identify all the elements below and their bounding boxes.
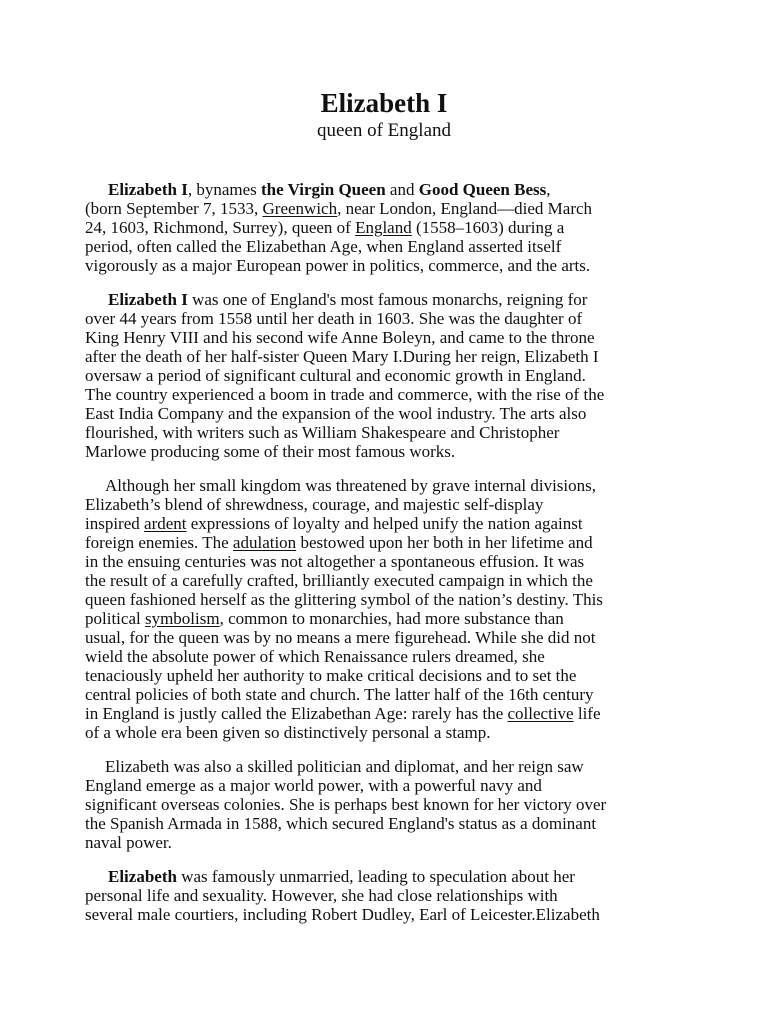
text-run: , [546, 180, 551, 199]
text-line: oversaw a period of significant cultural and economic growth in England. [85, 366, 586, 385]
text-line: Marlowe producing some of their most famous works. [85, 442, 456, 461]
text-line: East India Company and the expansion of the wool industry. The arts also [85, 404, 587, 423]
bold-term: Good Queen Bess [418, 180, 547, 199]
text-run: , bynames [187, 180, 261, 199]
text-run: , near London, England—died March [337, 199, 593, 218]
text-line: personal life and sexuality. However, she had close relationships with [85, 886, 558, 905]
text-run: Although her small kingdom was threatened by grave internal divisions, [105, 476, 597, 495]
text-line: England emerge as a major world power, with a powerful navy and [85, 776, 542, 795]
text-run: political [85, 609, 145, 628]
paragraph-reign [85, 290, 685, 461]
text-line: flourished, with writers such as William Shakespeare and Christopher [85, 423, 560, 442]
text-run: was famously unmarried, leading to speculation about her [176, 867, 575, 886]
document-title: Elizabeth I [320, 88, 448, 118]
bold-term: Elizabeth I [108, 180, 188, 199]
text-line [85, 180, 685, 199]
link-ardent[interactable]: ardent [144, 514, 187, 533]
text-run: was one of England's most famous monarchs, reigning for [187, 290, 588, 309]
text-run: Elizabeth was also a skilled politician and diplomat, and her reign saw [105, 757, 584, 776]
text-line: queen fashioned herself as the glittering symbol of the nation’s destiny. This [85, 590, 603, 609]
text-run: inspired [85, 514, 145, 533]
text-line: in the ensuing centuries was not altogether a spontaneous effusion. It was [85, 552, 585, 571]
text-line: naval power. [85, 833, 172, 852]
text-line [85, 533, 685, 552]
paragraph-intro [85, 180, 685, 275]
text-line: wield the absolute power of which Renaissance rulers dreamed, she [85, 647, 545, 666]
text-run: bestowed upon her both in her lifetime and [296, 533, 593, 552]
paragraph-diplomacy [85, 757, 685, 852]
text-line: significant overseas colonies. She is perhaps best known for her victory over [85, 795, 607, 814]
text-run: (born September 7, 1533, [85, 199, 263, 218]
document-body [85, 180, 685, 939]
text-line [85, 476, 685, 495]
text-line: central policies of both state and church. The latter half of the 16th century [85, 685, 594, 704]
text-line [85, 609, 685, 628]
text-run: foreign enemies. The [85, 533, 233, 552]
text-line: the Spanish Armada in 1588, which secured England's status as a dominant [85, 814, 597, 833]
text-line: vigorously as a major European power in politics, commerce, and the arts. [85, 256, 591, 275]
text-line: tenaciously upheld her authority to make critical decisions and to set the [85, 666, 577, 685]
text-line: The country experienced a boom in trade and commerce, with the rise of the [85, 385, 605, 404]
text-line [85, 867, 685, 886]
text-line: usual, for the queen was by no means a mere figurehead. While she did not [85, 628, 596, 647]
text-line: of a whole era been given so distinctively personal a stamp. [85, 723, 491, 742]
text-run: , common to monarchies, had more substance than [219, 609, 564, 628]
bold-term: Elizabeth I [108, 290, 188, 309]
text-line: Elizabeth’s blend of shrewdness, courage, and majestic self-display [85, 495, 544, 514]
text-line [85, 199, 685, 218]
text-run: (1558–1603) during a [411, 218, 565, 237]
paragraph-personal-life [85, 867, 685, 924]
text-run: life [573, 704, 601, 723]
text-run: 24, 1603, Richmond, Surrey), queen of [85, 218, 356, 237]
text-line: the result of a carefully crafted, brilliantly executed campaign in which the [85, 571, 593, 590]
link-symbolism[interactable]: symbolism [144, 609, 220, 628]
text-run: and [385, 180, 419, 199]
text-line [85, 218, 685, 237]
text-line [85, 757, 685, 776]
link-collective[interactable]: collective [507, 704, 574, 723]
document-subtitle: queen of England [316, 120, 451, 141]
link-adulation[interactable]: adulation [232, 533, 297, 552]
text-line: period, often called the Elizabethan Age, when England asserted itself [85, 237, 562, 256]
paragraph-legacy [85, 476, 685, 742]
bold-term: the Virgin Queen [261, 180, 386, 199]
link-greenwich[interactable]: Greenwich [262, 199, 338, 218]
link-england[interactable]: England [355, 218, 412, 237]
text-line [85, 704, 685, 723]
text-line: several male courtiers, including Robert Dudley, Earl of Leicester.Elizabeth [85, 905, 600, 924]
text-line: over 44 years from 1558 until her death in 1603. She was the daughter of [85, 309, 583, 328]
bold-term: Elizabeth [108, 867, 177, 886]
text-line: King Henry VIII and his second wife Anne Boleyn, and came to the throne [85, 328, 595, 347]
text-run: in England is justly called the Elizabethan Age: rarely has the [85, 704, 508, 723]
text-line [85, 514, 685, 533]
text-line [85, 290, 685, 309]
text-line: after the death of her half-sister Queen Mary I.During her reign, Elizabeth I [85, 347, 599, 366]
text-run: expressions of loyalty and helped unify the nation against [186, 514, 583, 533]
